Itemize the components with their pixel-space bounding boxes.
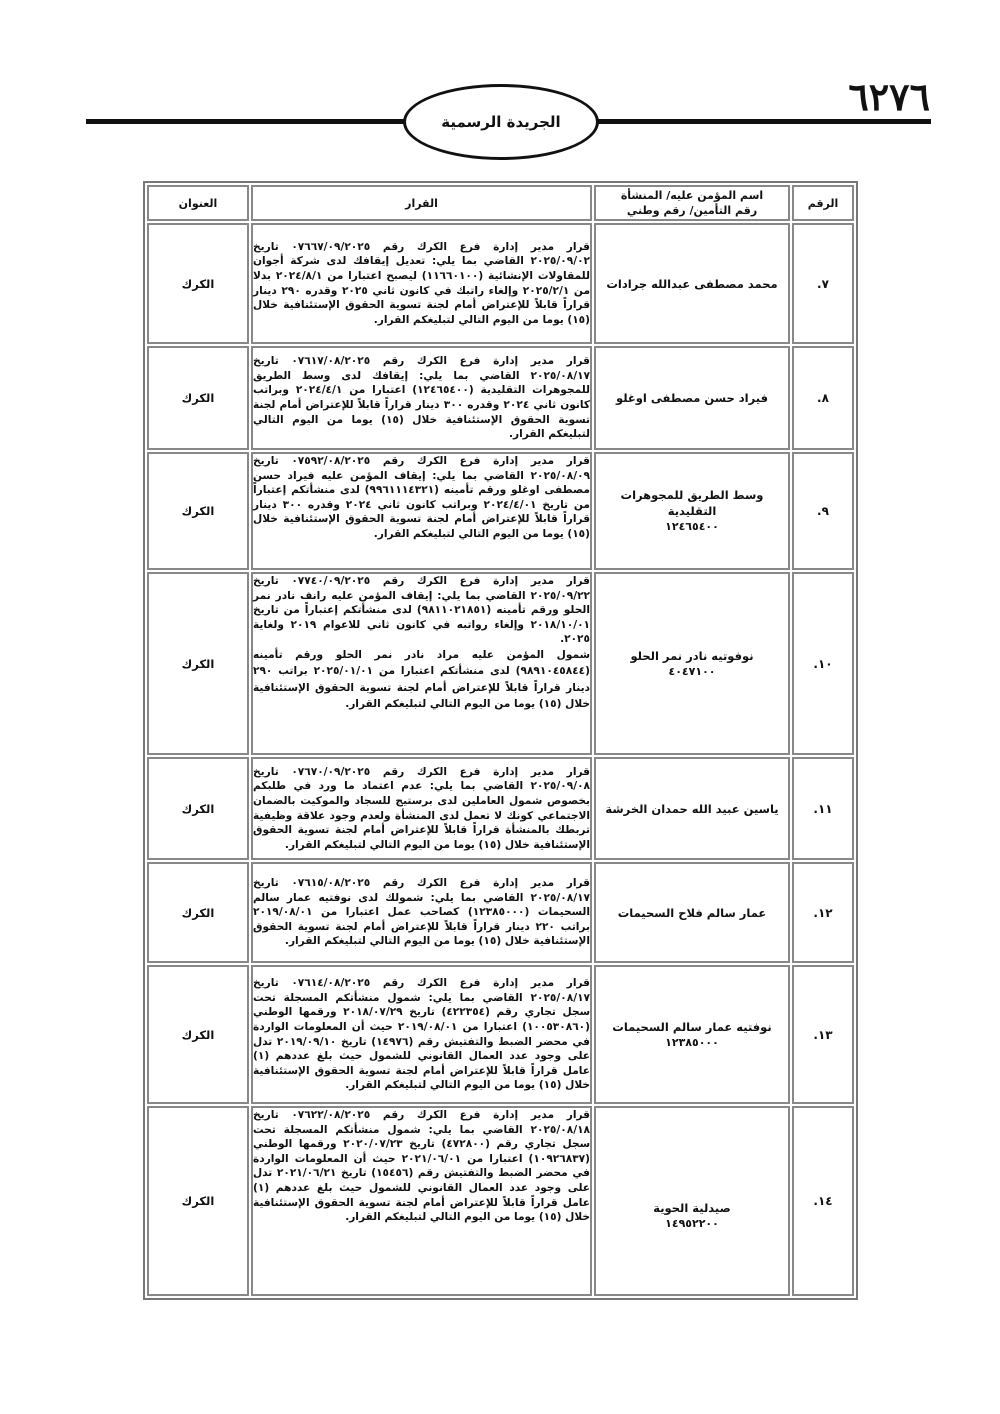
column-header-name-line1: اسم المؤمن عليه/ المنشأة: [620, 189, 764, 202]
row-number: ١٠.: [792, 572, 854, 755]
row-number: ١٤.: [792, 1106, 854, 1296]
row-number: ١٢.: [792, 862, 854, 963]
table-row: [147, 862, 854, 963]
insured-name: ياسين عبيد الله حمدان الخرشة: [605, 801, 779, 816]
row-name: [594, 572, 790, 755]
publication-title: الجريدة الرسمية: [441, 113, 561, 131]
decision-paragraph-2: شمول المؤمن عليه مراد نادر نمر الحلو ورقم تأمينه (٩٨٩١٠٤٥٨٤٤) لدى منشأتكم اعتبارا من ٢٠٢٥/٠١/٠١ براتب ٢٩٠ دينار قراراً قابلاً للإعتراض أمام لجنة تسوية الحقوق الإستئنافية خلال (١٥) يوما من اليوم التالي لتبليغكم القرار.: [253, 648, 590, 711]
row-address: الكرك: [147, 452, 249, 570]
row-number: ٧.: [792, 223, 854, 344]
row-decision: قرار مدير إدارة فرع الكرك رقم ٠٧٦١٧/٠٨/٢٠٢٥ تاريخ ٢٠٢٥/٠٨/١٧ القاضي بما يلي: إيقافك لدى وسط الطريق للمجوهرات التقليدية (١٢٤٦٥٤٠٠) اعتبارا من ٢٠٢٤/٤/١ وبراتب كانون ثاني ٢٠٢٤ وقدره ٣٠٠ دينار قراراً قابلاً للإعتراض أمام لجنة تسوية الحقوق الإستئنافية خلال (١٥) يوما من اليوم التالي لتبليغكم القرار.: [251, 346, 592, 450]
row-name: [594, 223, 790, 344]
row-name: [594, 1106, 790, 1296]
table-row: [147, 572, 854, 755]
insurance-number: ١٢٤٦٥٤٠٠: [665, 520, 719, 533]
row-address: الكرك: [147, 757, 249, 860]
insurance-number: ٤٠٤٧١٠٠: [668, 664, 716, 678]
insured-name: محمد مصطفى عبدالله جرادات: [606, 276, 778, 291]
row-name: [594, 452, 790, 570]
table-row: [147, 452, 854, 570]
table-row: [147, 346, 854, 450]
row-name: [594, 346, 790, 450]
row-decision: قرار مدير إدارة فرع الكرك رقم ٠٧٦١٥/٠٨/٢٠٢٥ تاريخ ٢٠٢٥/٠٨/١٧ القاضي بما يلي: شمولك لدى نوفتيه عمار سالم السحيمات (١٢٣٨٥٠٠٠) كصاحب عمل اعتبارا من ٢٠١٩/٠٨/٠١ براتب ٢٢٠ دينار قراراً قابلاً للإعتراض أمام لجنة تسوية الحقوق الإستئنافية خلال (١٥) يوما من اليوم التالي لتبليغكم القرار.: [251, 862, 592, 963]
page-number: ٦٢٧٦: [848, 74, 930, 119]
establishment-name: نوفتيه عمار سالم السحيمات: [612, 1019, 772, 1034]
row-decision: قرار مدير إدارة فرع الكرك رقم ٠٧٦٢٢/٠٨/٢٠٢٥ تاريخ ٢٠٢٥/٠٨/١٨ القاضي بما يلي: شمول منشأتكم المسجلة تحت سجل تجاري رقم (٤٧٢٨٠٠) تاريخ ٢٠٢٠/٠٧/٢٣ ورقمها الوطني (١٠٩٢٦٨٣٧) اعتبارا من ٢٠٢١/٠٦/٠١ حيث أن المعلومات الواردة في محضر الضبط والتفتيش رقم (١٥٤٥٦) تاريخ ٢٠٢١/٠٦/٢١ تدل على وجود عدد العمال القانوني للشمول حيث بلغ عددهم (١) عامل قراراً قابلاً للإعتراض أمام لجنة تسوية الحقوق الإستئنافية خلال (١٥) يوما من اليوم التالي لتبليغكم القرار.: [251, 1106, 592, 1296]
row-name: [594, 757, 790, 860]
row-decision: قرار مدير إدارة فرع الكرك رقم ٠٧٦١٤/٠٨/٢٠٢٥ تاريخ ٢٠٢٥/٠٨/١٧ القاضي بما يلي: شمول منشأتكم المسجلة تحت سجل تجاري رقم (٤٢٢٣٥٤) تاريخ ٢٠١٨/٠٧/٢٩ ورقمها الوطني (١٠٠٥٣٠٨٦٠) اعتبارا من ٢٠١٩/٠٨/٠١ حيث أن المعلومات الواردة في محضر الضبط والتفتيش رقم (١٤٩٧٦) تاريخ ٢٠١٩/٠٩/١٠ تدل على وجود عدد العمال القانوني للشمول حيث بلغ عددهم (١) عامل قراراً قابلاً للإعتراض أمام لجنة تسوية الحقوق الإستئنافية خلال (١٥) يوما من اليوم التالي لتبليغكم القرار.: [251, 965, 592, 1104]
table-row: [147, 223, 854, 344]
decisions-table: [143, 181, 858, 1300]
insurance-number: ١٤٩٥٢٢٠٠: [665, 1217, 719, 1230]
row-decision: قرار مدير إدارة فرع الكرك رقم ٠٧٦٦٧/٠٩/٢٠٢٥ تاريخ ٢٠٢٥/٠٩/٠٢ القاضي بما يلي: تعديل إيقافك لدى شركة أجوان للمقاولات الإنشائية (١١٦٦٠١٠٠) ليصبح اعتبارا من ٢٠٢٤/٨/١ بدلا من ٢٠٢٥/٢/١ وإلغاء راتبك في كانون ثاني ٢٠٢٥ وقدره ٢٩٠ دينار قراراً قابلاً للإعتراض أمام لجنة تسوية الحقوق الإستئنافية خلال (١٥) يوما من اليوم التالي لتبليغكم القرار.: [251, 223, 592, 344]
row-decision: [251, 572, 592, 755]
publication-title-oval: [403, 84, 599, 160]
establishment-name: نوفوتيه نادر نمر الحلو: [630, 648, 754, 663]
row-address: الكرك: [147, 346, 249, 450]
table-header-row: [147, 185, 854, 221]
table-row: [147, 757, 854, 860]
insurance-number: ١٢٣٨٥٠٠٠: [665, 1035, 719, 1049]
insured-name: فيراد حسن مصطفى اوغلو: [616, 391, 768, 405]
row-number: ١٣.: [792, 965, 854, 1104]
column-header-decision: القرار: [251, 185, 592, 221]
column-header-name: [594, 185, 790, 221]
insured-name: عمار سالم فلاح السحيمات: [617, 905, 767, 920]
row-number: ٩.: [792, 452, 854, 570]
column-header-number: الرقم: [792, 185, 854, 221]
row-number: ٨.: [792, 346, 854, 450]
row-decision: قرار مدير إدارة فرع الكرك رقم ٠٧٥٩٢/٠٨/٢٠٢٥ تاريخ ٢٠٢٥/٠٨/٠٩ القاضي بما يلي: إيقاف المؤمن عليه فيراد حسن مصطفى اوغلو ورقم تأمينه (٩٩٦١١١٤٣٢١) لدى منشأتكم إعتباراً من تاريخ ٢٠٢٤/٤/٠١ وبراتب كانون ثاني ٢٠٢٤ وقدره ٣٠٠ دينار قراراً قابلاً للإعتراض أمام لجنة تسوية الحقوق الإستئنافية خلال (١٥) يوما من اليوم التالي لتبليغكم القرار.: [251, 452, 592, 570]
table-row: [147, 965, 854, 1104]
row-decision: قرار مدير إدارة فرع الكرك رقم ٠٧٦٧٠/٠٩/٢٠٢٥ تاريخ ٢٠٢٥/٠٩/٠٨ القاضي بما يلي: عدم اعتماد ما ورد في طلبكم بخصوص شمول العاملين لدى برستيج للسجاد والموكيت بالضمان الاجتماعي كونك لا تعمل لدى المنشأة ولعدم وجود علاقة وظيفية تربطك بالمنشأة قراراً قابلاً للإعتراض أمام لجنة تسوية الحقوق الإستئنافية خلال (١٥) يوما من اليوم التالي لتبليغكم القرار.: [251, 757, 592, 860]
table-row: [147, 1106, 854, 1296]
column-header-address: العنوان: [147, 185, 249, 221]
row-address: الكرك: [147, 965, 249, 1104]
row-name: [594, 862, 790, 963]
row-number: ١١.: [792, 757, 854, 860]
establishment-name: وسط الطريق للمجوهرات التقليدية: [620, 488, 764, 518]
row-address: الكرك: [147, 572, 249, 755]
establishment-name: صيدلية الحوية: [653, 1201, 731, 1215]
column-header-name-line2: رقم التأمين/ رقم وطني: [626, 204, 758, 217]
decision-paragraph-1: قرار مدير إدارة فرع الكرك رقم ٠٧٧٤٠/٠٩/٢٠٢٥ تاريخ ٢٠٢٥/٠٩/٢٢ القاضي بما يلي: إيقاف المؤمن عليه رانف نادر نمر الحلو ورقم تأمينه (٩٨١١٠٢١٨٥١) لدى منشأتكم إعتباراً من تاريخ ٢٠١٨/١٠/٠١ وإلغاء رواتبه في كانون ثاني للاعوام ٢٠١٩ ولغاية ٢٠٢٥.: [253, 575, 590, 646]
row-address: الكرك: [147, 862, 249, 963]
row-address: الكرك: [147, 223, 249, 344]
row-name: [594, 965, 790, 1104]
row-address: الكرك: [147, 1106, 249, 1296]
